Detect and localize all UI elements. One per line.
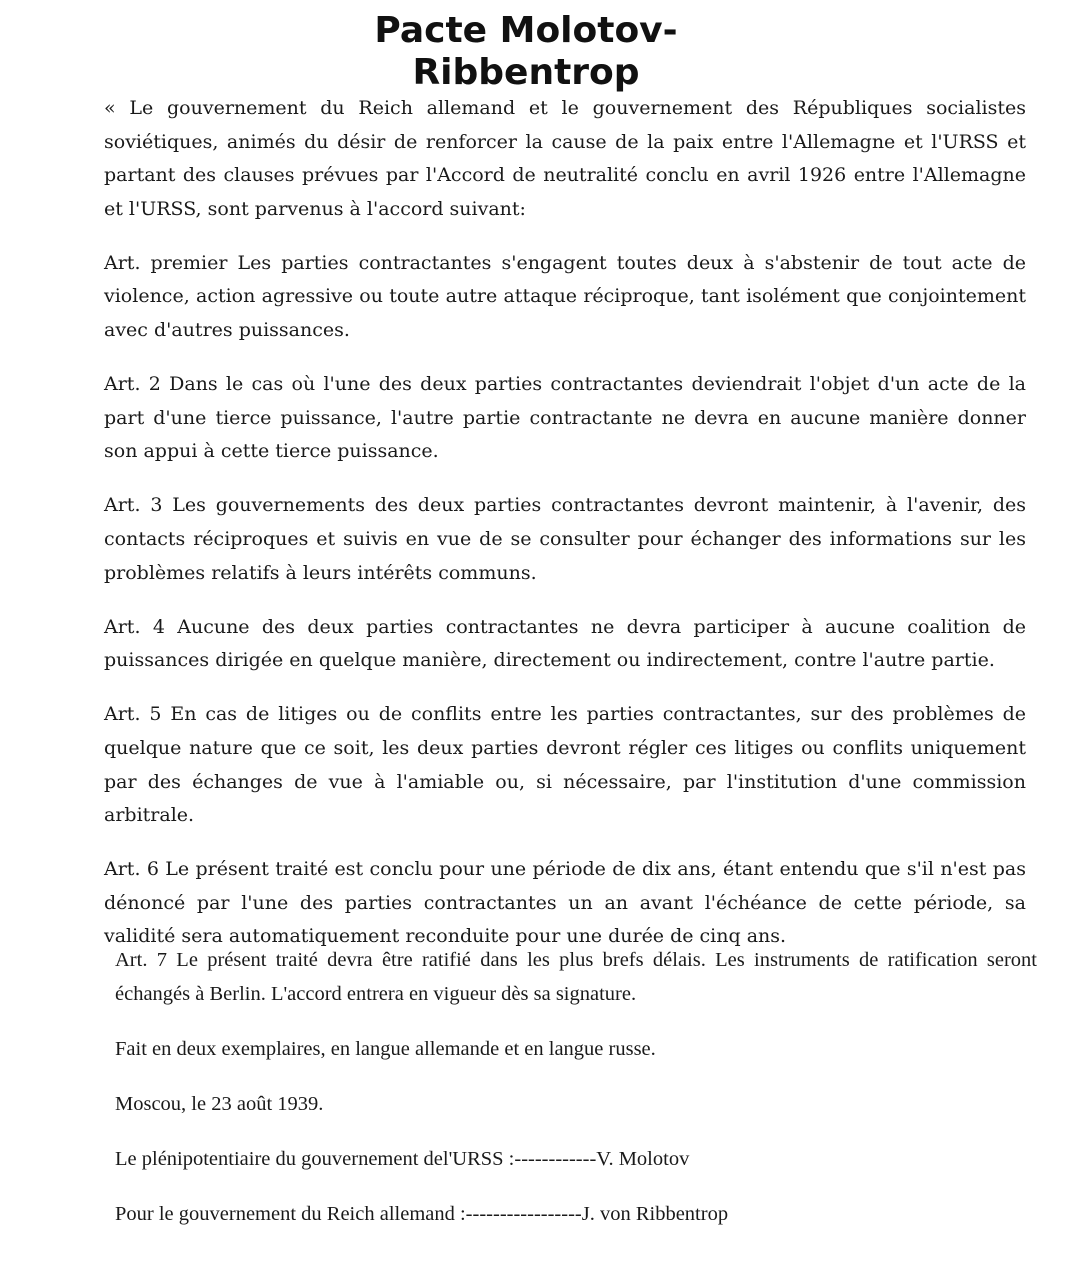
article-3: Art. 3 Les gouvernements des deux parties contractantes devront maintenir, à l'avenir, des contacts réciproques et suivis en vue de se consulter pour échanger des informations sur les problèmes relatifs à leurs intérêts communs. — [104, 494, 1026, 584]
closing-statement: Fait en deux exemplaires, en langue allemande et en langue russe. — [115, 1037, 656, 1060]
article-5: Art. 5 En cas de litiges ou de conflits entre les parties contractantes, sur des problèmes de quelque nature que ce soit, les deux parties devront régler ces litiges ou conflits uniquement par des échanges de vue à l'amiable ou, si nécessaire, par l'institution d'une commission arbitrale. — [104, 703, 1026, 827]
article-7: Art. 7 Le présent traité devra être ratifié dans les plus brefs délais. Les instruments de ratification seront échangés à Berlin. L'accord entrera en vigueur dès sa signature. — [115, 949, 1037, 1005]
signature-ribbentrop: Pour le gouvernement du Reich allemand :-----------------J. von Ribbentrop — [115, 1202, 729, 1225]
signature-molotov: Le plénipotentiaire du gouvernement del'URSS :------------V. Molotov — [115, 1147, 690, 1170]
title-line-2: Ribbentrop — [412, 52, 640, 93]
article-4: Art. 4 Aucune des deux parties contractantes ne devra participer à aucune coalition de puissances dirigée en quelque manière, directement ou indirectement, contre l'autre partie. — [104, 615, 1026, 672]
article-2: Art. 2 Dans le cas où l'une des deux parties contractantes deviendrait l'objet d'un acte de la part d'une tierce puissance, l'autre partie contractante ne devra en aucune manière donner son appui à cette tierce puissance. — [104, 373, 1026, 463]
article-1: Art. premier Les parties contractantes s'engagent toutes deux à s'abstenir de tout acte de violence, action agressive ou toute autre attaque réciproque, tant isolément que conjointement avec d'autres puissances. — [104, 251, 1026, 342]
treaty-body — [104, 92, 1026, 975]
preamble: « Le gouvernement du Reich allemand et le gouvernement des Républiques socialistes soviétiques, animés du désir de renforcer la cause de la paix entre l'Allemagne et l'URSS et partant des clauses prévues par l'Accord de neutralité conclu en avril 1926 entre l'Allemagne et l'URSS, sont parvenus à l'accord suivant: — [104, 97, 1026, 220]
place-and-date: Moscou, le 23 août 1939. — [115, 1092, 324, 1115]
treaty-conclusion — [115, 944, 1037, 1253]
article-6: Art. 6 Le présent traité est conclu pour une période de dix ans, étant entendu que s'il n'est pas dénoncé par l'une des parties contractantes un an avant l'échéance de cette période, sa validité sera automatiquement reconduite pour une durée de cinq ans. — [104, 858, 1026, 948]
page-title — [0, 10, 1052, 94]
title-line-1: Pacte Molotov- — [374, 10, 678, 51]
